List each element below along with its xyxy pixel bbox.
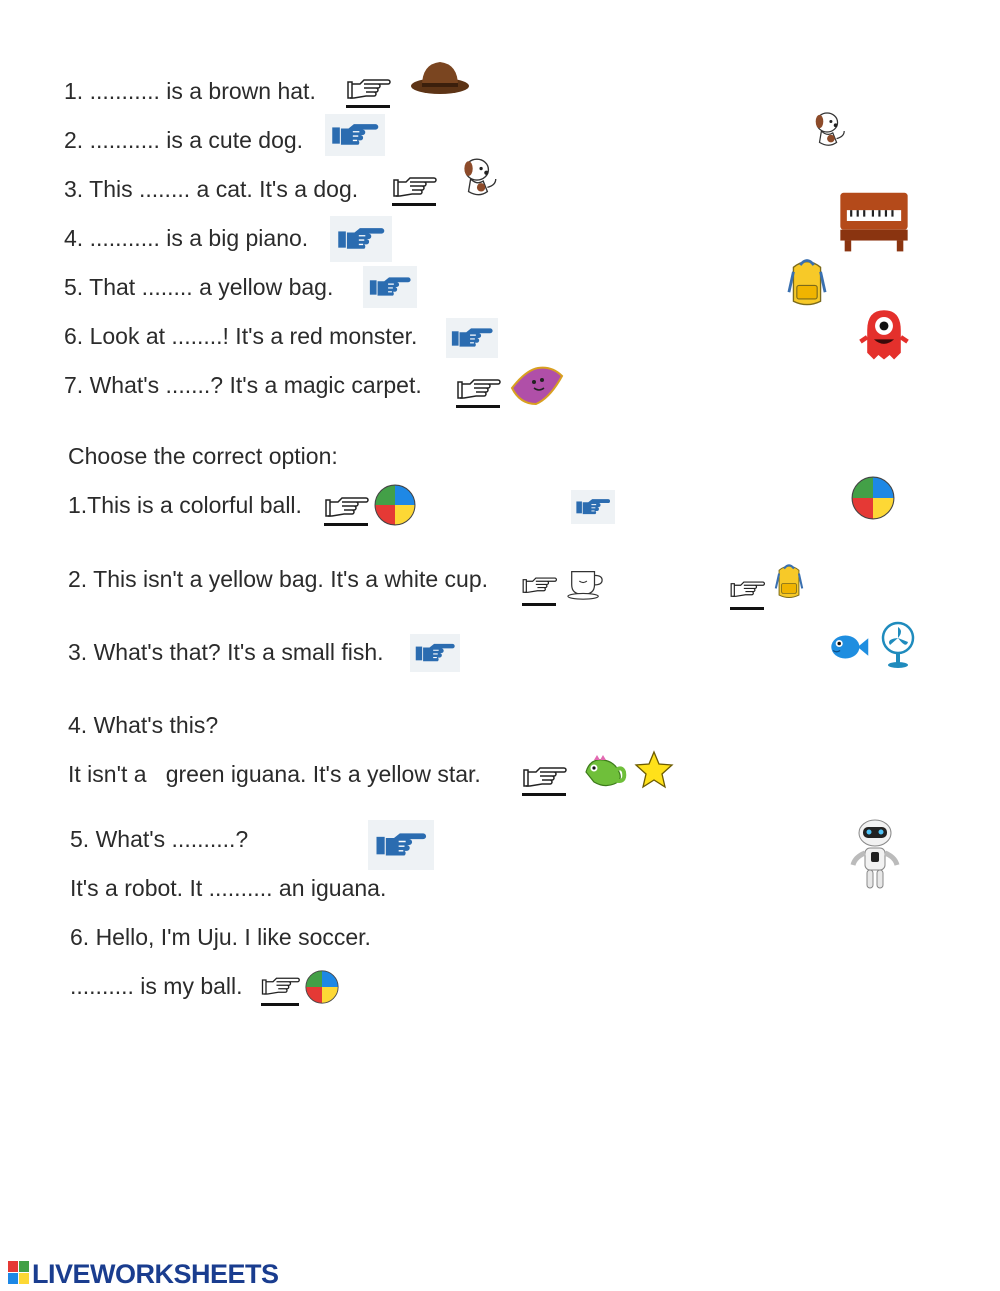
question-6: 6. Look at ........! It's a red monster. <box>64 323 418 349</box>
pointing-hand-outline-icon[interactable] <box>520 574 558 606</box>
brand-name: LIVEWORKSHEETS <box>32 1259 279 1289</box>
pointing-hand-blue-icon[interactable] <box>363 266 417 308</box>
robot[interactable] <box>845 816 905 894</box>
question-4: 4. ........... is a big piano. <box>64 225 309 251</box>
piano[interactable] <box>836 188 912 254</box>
option-5-question: 5. What's ..........? <box>70 826 249 852</box>
option-6-answer: .......... is my ball. <box>70 973 243 999</box>
pointing-hand-outline-icon[interactable] <box>322 494 370 526</box>
pointing-hand-blue-icon[interactable] <box>325 114 385 156</box>
option-2: 2. This isn't a yellow bag. It's a white cup. <box>68 566 489 592</box>
option-4-answer: It isn't a green iguana. It's a yellow star. <box>68 761 481 787</box>
option-6-question: 6. Hello, I'm Uju. I like soccer. <box>70 924 371 950</box>
option-3: 3. What's that? It's a small fish. <box>68 639 384 665</box>
tea-cup[interactable] <box>564 564 606 602</box>
red-monster[interactable] <box>858 308 910 364</box>
pointing-hand-outline-icon[interactable] <box>728 578 766 610</box>
option-1: 1.This is a colorful ball. <box>68 492 302 518</box>
question-2: 2. ........... is a cute dog. <box>64 127 304 153</box>
brown-hat[interactable] <box>410 56 470 96</box>
beach-ball[interactable] <box>374 484 416 526</box>
question-3: 3. This ........ a cat. It's a dog. <box>64 176 359 202</box>
question-7: 7. What's .......? It's a magic carpet. <box>64 372 422 398</box>
pointing-hand-blue-icon[interactable] <box>446 318 498 358</box>
fan[interactable] <box>878 620 918 670</box>
beach-ball[interactable] <box>851 476 895 520</box>
star[interactable] <box>634 750 674 790</box>
pointing-hand-outline-icon[interactable] <box>454 376 502 408</box>
liveworksheets-logo-icon <box>8 1261 30 1291</box>
dog[interactable] <box>458 156 500 202</box>
pointing-hand-outline-icon[interactable] <box>344 76 392 108</box>
pointing-hand-blue-icon[interactable] <box>571 490 615 524</box>
pointing-hand-outline-icon[interactable] <box>390 174 438 206</box>
question-1: 1. ........... is a brown hat. <box>64 78 316 104</box>
option-4-question: 4. What's this? <box>68 712 219 738</box>
section-heading: Choose the correct option: <box>68 443 338 469</box>
option-5-answer: It's a robot. It .......... an iguana. <box>70 875 387 901</box>
yellow-backpack[interactable] <box>772 562 806 600</box>
fish[interactable] <box>826 628 870 666</box>
pointing-hand-blue-icon[interactable] <box>368 820 434 870</box>
beach-ball[interactable] <box>305 970 339 1004</box>
magic-carpet[interactable] <box>508 364 564 408</box>
question-5: 5. That ........ a yellow bag. <box>64 274 334 300</box>
pointing-hand-blue-icon[interactable] <box>330 216 392 262</box>
pointing-hand-outline-icon[interactable] <box>520 764 568 796</box>
iguana[interactable] <box>580 750 630 794</box>
dog[interactable] <box>810 110 848 152</box>
yellow-backpack[interactable] <box>783 256 831 308</box>
pointing-hand-outline-icon[interactable] <box>259 974 301 1006</box>
pointing-hand-blue-icon[interactable] <box>410 634 460 672</box>
